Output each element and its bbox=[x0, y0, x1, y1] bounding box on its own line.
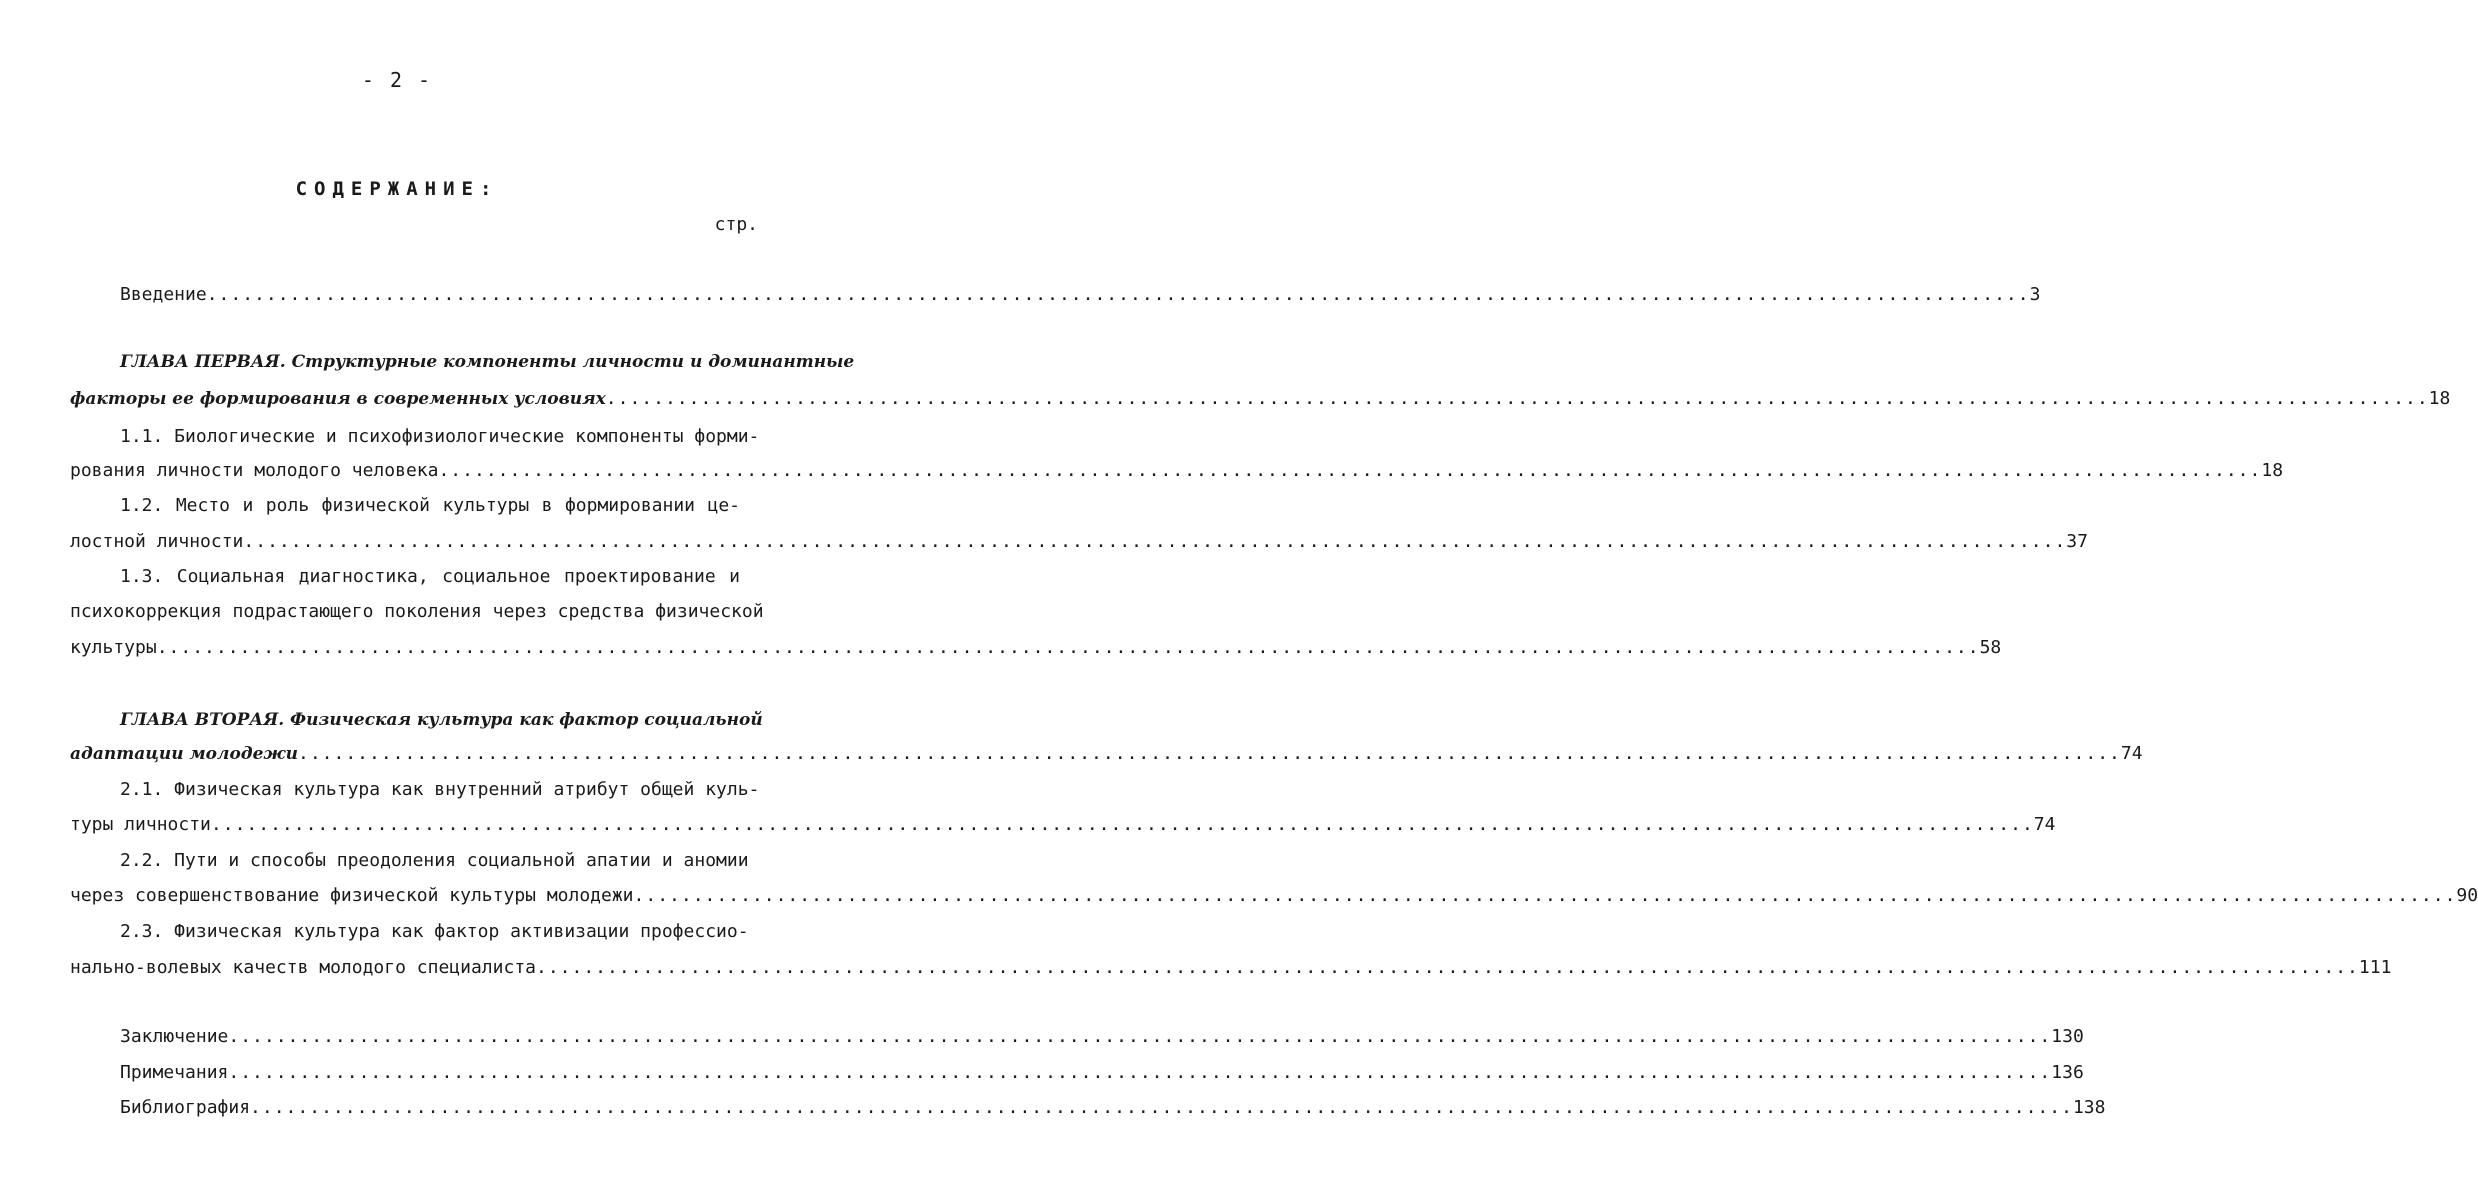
dot-leader bbox=[438, 459, 2261, 483]
dot-leader bbox=[207, 283, 2030, 307]
dot-leader bbox=[228, 1025, 2051, 1049]
entry-text: Примечания bbox=[120, 1062, 229, 1083]
section-1-3-cont: психокоррекция подрастающего поколения через средства физической bbox=[70, 601, 764, 622]
dot-leader bbox=[250, 1096, 2073, 1120]
entry-text: адаптации молодежи bbox=[70, 744, 298, 764]
entry-text: культуры bbox=[70, 637, 157, 658]
section-1-3-cont2 bbox=[70, 636, 2002, 660]
entry-page: 74 bbox=[2033, 814, 2056, 835]
dot-leader bbox=[298, 742, 2121, 766]
section-2-2-cont bbox=[70, 884, 2478, 908]
dot-leader bbox=[228, 1061, 2051, 1085]
toc-entry-bibliography bbox=[120, 1096, 2106, 1120]
entry-page: 136 bbox=[2051, 1062, 2084, 1083]
entry-page: 58 bbox=[1979, 637, 2002, 658]
entry-page: 138 bbox=[2072, 1097, 2106, 1118]
dot-leader bbox=[634, 884, 2457, 908]
entry-text: через совершенствование физической культуры молодежи bbox=[70, 885, 634, 906]
section-2-1: 2.1. Физическая культура как внутренний атрибут общей куль- bbox=[120, 779, 760, 800]
dot-leader bbox=[157, 636, 1980, 660]
entry-text: Библиография bbox=[120, 1097, 251, 1118]
entry-text: рования личности молодого человека bbox=[70, 460, 439, 481]
entry-text: факторы ее формирования в современных условиях bbox=[70, 389, 606, 409]
section-2-2: 2.2. Пути и способы преодоления социальной апатии и аномии bbox=[120, 850, 749, 871]
entry-page: 90 bbox=[2456, 885, 2478, 906]
chapter2-heading: ГЛАВА ВТОРАЯ. Физическая культура как фактор социальной bbox=[120, 710, 763, 730]
section-1-1: 1.1. Биологические и психофизиологические компоненты форми- bbox=[120, 426, 760, 447]
dot-leader bbox=[243, 530, 2066, 554]
dot-leader bbox=[536, 956, 2359, 980]
entry-page: 74 bbox=[2120, 743, 2143, 764]
entry-page: 130 bbox=[2051, 1026, 2084, 1047]
toc-entry-intro bbox=[120, 283, 2041, 307]
toc-title: СОДЕРЖАНИЕ: bbox=[295, 178, 499, 200]
entry-page: 18 bbox=[2428, 388, 2451, 409]
section-1-3: 1.3. Социальная диагностика, социальное проектирование и bbox=[120, 566, 740, 587]
entry-page: 18 bbox=[2261, 460, 2284, 481]
section-1-2: 1.2. Место и роль физической культуры в формировании це- bbox=[120, 495, 740, 516]
entry-text: нально-волевых качеств молодого специалиста bbox=[70, 957, 536, 978]
section-2-3: 2.3. Физическая культура как фактор активизации профессио- bbox=[120, 921, 749, 942]
section-2-1-cont bbox=[70, 813, 2056, 837]
entry-page: 37 bbox=[2066, 531, 2088, 552]
toc-entry-notes bbox=[120, 1061, 2084, 1085]
dot-leader bbox=[211, 813, 2034, 837]
entry-page: 3 bbox=[2029, 284, 2041, 305]
entry-text: туры личности bbox=[70, 814, 211, 835]
section-1-1-cont bbox=[70, 459, 2284, 483]
dot-leader bbox=[606, 387, 2429, 411]
chapter1-heading: ГЛАВА ПЕРВАЯ. Структурные компоненты личности и доминантные bbox=[120, 352, 855, 372]
page-column-label: стр. bbox=[714, 214, 758, 235]
section-2-3-cont bbox=[70, 956, 2392, 980]
chapter2-heading-cont bbox=[70, 742, 2143, 766]
entry-text: лостной личности bbox=[70, 531, 244, 552]
page-number: - 2 - bbox=[361, 68, 433, 92]
entry-page: 111 bbox=[2358, 957, 2392, 978]
entry-text: Введение bbox=[120, 284, 207, 305]
chapter1-heading-cont bbox=[70, 387, 2451, 411]
toc-entry-conclusion bbox=[120, 1025, 2084, 1049]
section-1-2-cont bbox=[70, 530, 2088, 554]
entry-text: Заключение bbox=[120, 1026, 229, 1047]
